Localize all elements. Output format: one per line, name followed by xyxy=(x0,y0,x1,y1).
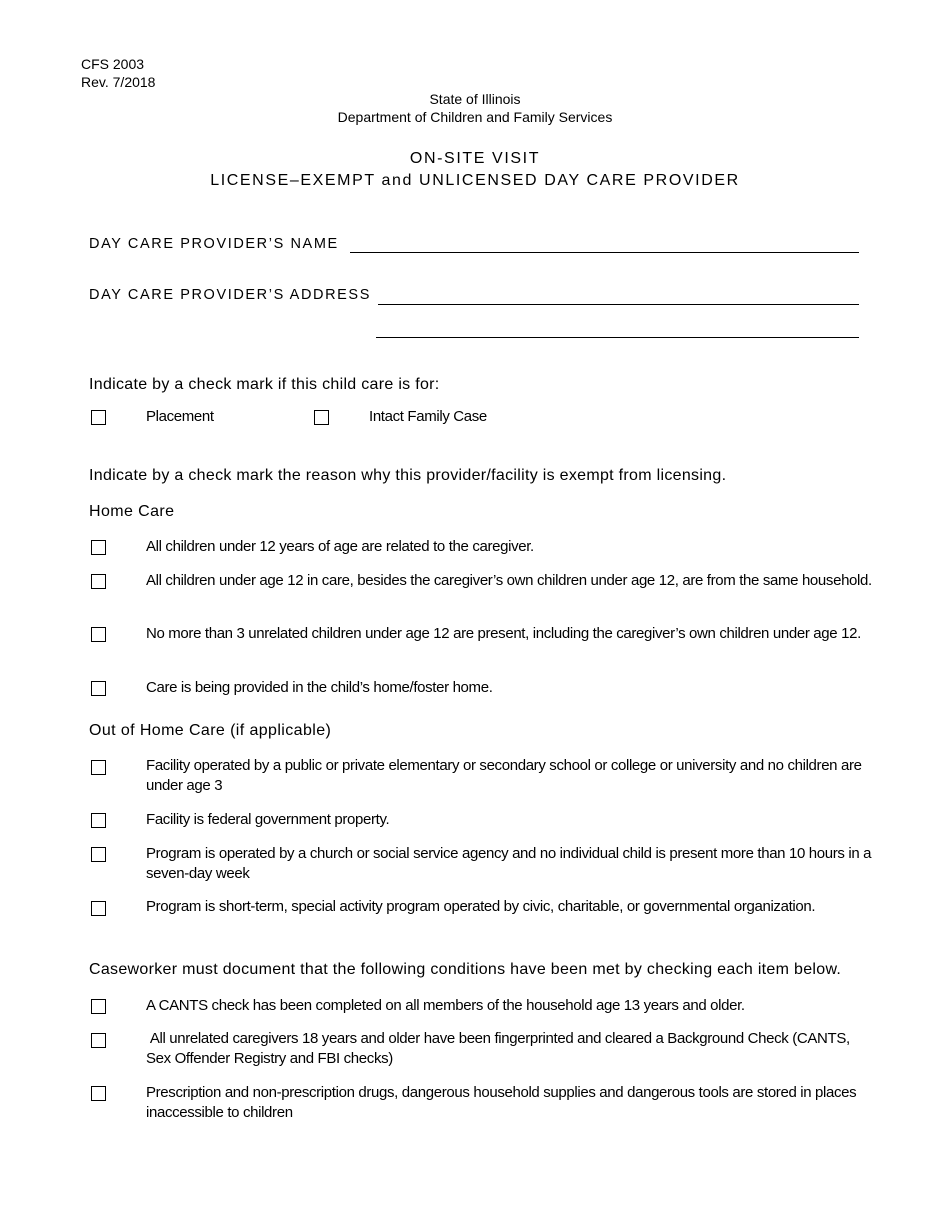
home-care-checkbox-4[interactable] xyxy=(91,681,106,696)
condition-checkbox-3[interactable] xyxy=(91,1086,106,1101)
condition-item-1: A CANTS check has been completed on all members of the household age 13 years and older. xyxy=(146,997,745,1014)
home-care-item-1: All children under 12 years of age are related to the caregiver. xyxy=(146,538,534,555)
out-of-home-checkbox-2[interactable] xyxy=(91,813,106,828)
page-subtitle: LICENSE–EXEMPT and UNLICENSED DAY CARE PROVIDER xyxy=(210,172,740,189)
exemption-prompt: Indicate by a check mark the reason why this provider/facility is exempt from licensing. xyxy=(89,467,727,484)
condition-checkbox-2[interactable] xyxy=(91,1033,106,1048)
home-care-checkbox-1[interactable] xyxy=(91,540,106,555)
out-of-home-item-1: Facility operated by a public or private elementary or secondary school or college or university and no children are under age 3 xyxy=(146,757,862,794)
out-of-home-item-4: Program is short-term, special activity program operated by civic, charitable, or governmental organization. xyxy=(146,898,816,915)
intact-family-case-checkbox[interactable] xyxy=(314,410,329,425)
form-revision: Rev. 7/2018 xyxy=(81,74,156,90)
page-title: ON-SITE VISIT xyxy=(409,150,541,167)
department-name: Department of Children and Family Services xyxy=(337,109,613,125)
out-of-home-item-2: Facility is federal government property. xyxy=(146,811,390,828)
provider-name-label: DAY CARE PROVIDER’S NAME xyxy=(89,236,339,252)
home-care-item-2: All children under age 12 in care, besides the caregiver’s own children under age 12, are from the same household. xyxy=(146,572,872,589)
home-care-heading: Home Care xyxy=(89,503,175,520)
placement-label: Placement xyxy=(146,408,214,425)
out-of-home-item-3: Program is operated by a church or social service agency and no individual child is present more than 10 hours in a seven-day week xyxy=(146,845,872,882)
care-type-prompt: Indicate by a check mark if this child care is for: xyxy=(89,376,440,393)
condition-checkbox-1[interactable] xyxy=(91,999,106,1014)
intact-family-case-label: Intact Family Case xyxy=(369,408,487,425)
out-of-home-checkbox-3[interactable] xyxy=(91,847,106,862)
condition-item-2: All unrelated caregivers 18 years and older have been fingerprinted and cleared a Background Check (CANTS, Sex Offender Registry and FBI checks) xyxy=(146,1030,854,1067)
home-care-checkbox-2[interactable] xyxy=(91,574,106,589)
placement-checkbox[interactable] xyxy=(91,410,106,425)
provider-name-field[interactable] xyxy=(350,252,859,253)
form-code: CFS 2003 xyxy=(81,56,145,72)
state-name: State of Illinois xyxy=(429,91,521,107)
provider-address-field-line2[interactable] xyxy=(376,337,859,338)
provider-address-label: DAY CARE PROVIDER’S ADDRESS xyxy=(89,287,371,303)
out-of-home-checkbox-4[interactable] xyxy=(91,901,106,916)
provider-address-field-line1[interactable] xyxy=(378,304,859,305)
conditions-prompt: Caseworker must document that the following conditions have been met by checking each item below. xyxy=(89,961,842,978)
condition-item-3: Prescription and non-prescription drugs, dangerous household supplies and dangerous tools are stored in places inaccessible to children xyxy=(146,1084,857,1121)
out-of-home-checkbox-1[interactable] xyxy=(91,760,106,775)
home-care-item-3: No more than 3 unrelated children under age 12 are present, including the caregiver’s own children under age 12. xyxy=(146,625,861,642)
home-care-item-4: Care is being provided in the child’s home/foster home. xyxy=(146,679,493,696)
home-care-checkbox-3[interactable] xyxy=(91,627,106,642)
out-of-home-care-heading: Out of Home Care (if applicable) xyxy=(89,722,332,739)
